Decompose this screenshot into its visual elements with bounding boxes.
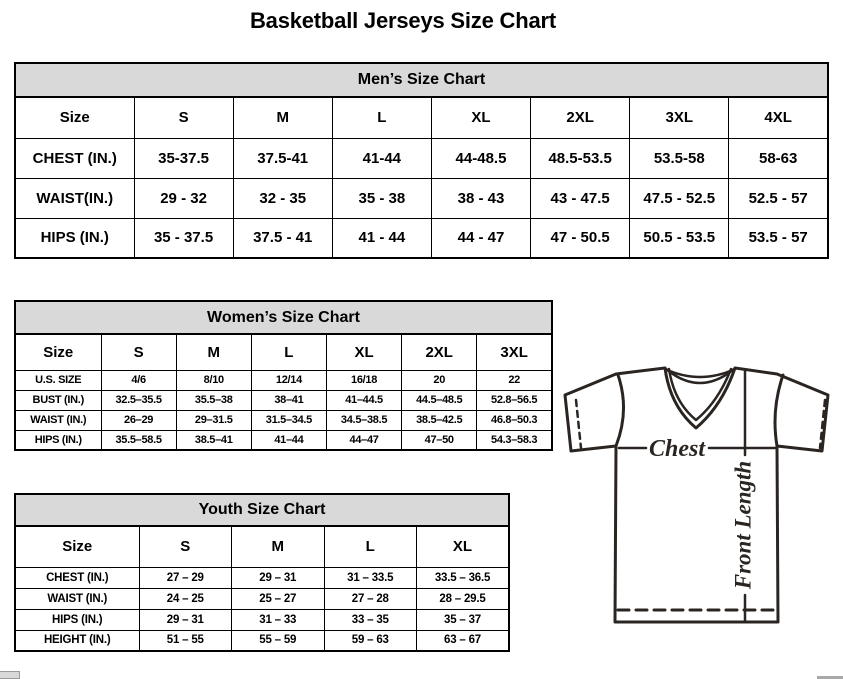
youth-size-table xyxy=(14,493,510,652)
size-value-cell: 46.8–50.3 xyxy=(477,410,552,430)
size-value-cell: 8/10 xyxy=(176,370,251,390)
size-value-cell: 35 – 37 xyxy=(417,609,510,630)
page-corner-fragment-left xyxy=(0,671,20,679)
column-header: S xyxy=(139,526,232,567)
size-value-cell: 44-48.5 xyxy=(431,138,530,178)
jersey-diagram xyxy=(558,358,843,628)
size-value-cell: 38–41 xyxy=(251,390,326,410)
size-value-cell: 33.5 – 36.5 xyxy=(417,567,510,588)
size-value-cell: 47–50 xyxy=(402,430,477,450)
size-value-cell: 12/14 xyxy=(251,370,326,390)
column-header: 3XL xyxy=(477,334,552,370)
jersey-left-sleeve-dash xyxy=(576,400,581,448)
size-value-cell: 34.5–38.5 xyxy=(326,410,401,430)
size-value-cell: 44–47 xyxy=(326,430,401,450)
table-title: Youth Size Chart xyxy=(15,494,509,526)
column-header: 3XL xyxy=(630,97,729,138)
womens-table xyxy=(14,300,553,451)
column-header: M xyxy=(232,526,325,567)
size-value-cell: 41–44.5 xyxy=(326,390,401,410)
column-header: Size xyxy=(15,97,134,138)
table-title: Men’s Size Chart xyxy=(15,63,828,97)
column-header: M xyxy=(176,334,251,370)
size-value-cell: 37.5-41 xyxy=(233,138,332,178)
size-value-cell: 58-63 xyxy=(729,138,828,178)
size-value-cell: 27 – 28 xyxy=(324,588,417,609)
row-label: WAIST(IN.) xyxy=(15,178,134,218)
chest-label: Chest xyxy=(648,436,706,462)
row-label: HEIGHT (IN.) xyxy=(15,630,139,651)
size-value-cell: 50.5 - 53.5 xyxy=(630,218,729,258)
column-header: XL xyxy=(326,334,401,370)
jersey-right-seam xyxy=(775,375,783,446)
size-value-cell: 29 – 31 xyxy=(232,567,325,588)
size-value-cell: 37.5 - 41 xyxy=(233,218,332,258)
size-value-cell: 16/18 xyxy=(326,370,401,390)
size-value-cell: 47.5 - 52.5 xyxy=(630,178,729,218)
size-value-cell: 32.5–35.5 xyxy=(101,390,176,410)
column-header: S xyxy=(134,97,233,138)
size-value-cell: 52.5 - 57 xyxy=(729,178,828,218)
row-label: HIPS (IN.) xyxy=(15,218,134,258)
size-value-cell: 35 - 38 xyxy=(332,178,431,218)
row-label: BUST (IN.) xyxy=(15,390,101,410)
size-value-cell: 4/6 xyxy=(101,370,176,390)
womens-size-table xyxy=(14,300,553,451)
size-value-cell: 29–31.5 xyxy=(176,410,251,430)
size-value-cell: 51 – 55 xyxy=(139,630,232,651)
size-value-cell: 43 - 47.5 xyxy=(531,178,630,218)
size-value-cell: 41 - 44 xyxy=(332,218,431,258)
size-value-cell: 38 - 43 xyxy=(431,178,530,218)
size-value-cell: 35.5–58.5 xyxy=(101,430,176,450)
size-value-cell: 20 xyxy=(402,370,477,390)
column-header: 4XL xyxy=(729,97,828,138)
size-value-cell: 47 - 50.5 xyxy=(531,218,630,258)
size-value-cell: 31.5–34.5 xyxy=(251,410,326,430)
size-value-cell: 28 – 29.5 xyxy=(417,588,510,609)
size-value-cell: 54.3–58.3 xyxy=(477,430,552,450)
row-label: CHEST (IN.) xyxy=(15,567,139,588)
size-value-cell: 35 - 37.5 xyxy=(134,218,233,258)
size-value-cell: 53.5 - 57 xyxy=(729,218,828,258)
column-header: L xyxy=(332,97,431,138)
table-title: Women’s Size Chart xyxy=(15,301,552,334)
row-label: CHEST (IN.) xyxy=(15,138,134,178)
size-value-cell: 41–44 xyxy=(251,430,326,450)
jersey-outline xyxy=(565,368,828,622)
size-value-cell: 41-44 xyxy=(332,138,431,178)
size-value-cell: 33 – 35 xyxy=(324,609,417,630)
size-value-cell: 22 xyxy=(477,370,552,390)
size-value-cell: 52.8–56.5 xyxy=(477,390,552,410)
size-value-cell: 44 - 47 xyxy=(431,218,530,258)
jersey-left-seam xyxy=(616,375,624,446)
column-header: Size xyxy=(15,334,101,370)
column-header: XL xyxy=(417,526,510,567)
mens-size-table xyxy=(14,62,829,259)
row-label: HIPS (IN.) xyxy=(15,609,139,630)
row-label: HIPS (IN.) xyxy=(15,430,101,450)
size-value-cell: 35-37.5 xyxy=(134,138,233,178)
size-value-cell: 31 – 33.5 xyxy=(324,567,417,588)
size-value-cell: 55 – 59 xyxy=(232,630,325,651)
column-header: 2XL xyxy=(531,97,630,138)
size-value-cell: 25 – 27 xyxy=(232,588,325,609)
youth-table xyxy=(14,493,510,652)
size-value-cell: 29 – 31 xyxy=(139,609,232,630)
row-label: WAIST (IN.) xyxy=(15,410,101,430)
column-header: L xyxy=(251,334,326,370)
size-value-cell: 31 – 33 xyxy=(232,609,325,630)
size-value-cell: 32 - 35 xyxy=(233,178,332,218)
column-header: Size xyxy=(15,526,139,567)
size-value-cell: 44.5–48.5 xyxy=(402,390,477,410)
size-value-cell: 35.5–38 xyxy=(176,390,251,410)
column-header: S xyxy=(101,334,176,370)
row-label: WAIST (IN.) xyxy=(15,588,139,609)
size-value-cell: 63 – 67 xyxy=(417,630,510,651)
size-value-cell: 53.5-58 xyxy=(630,138,729,178)
column-header: XL xyxy=(431,97,530,138)
size-value-cell: 24 – 25 xyxy=(139,588,232,609)
column-header: M xyxy=(233,97,332,138)
size-value-cell: 38.5–41 xyxy=(176,430,251,450)
size-value-cell: 27 – 29 xyxy=(139,567,232,588)
page-title: Basketball Jerseys Size Chart xyxy=(249,8,557,33)
size-value-cell: 48.5-53.5 xyxy=(531,138,630,178)
size-value-cell: 59 – 63 xyxy=(324,630,417,651)
size-value-cell: 26–29 xyxy=(101,410,176,430)
column-header: L xyxy=(324,526,417,567)
size-value-cell: 38.5–42.5 xyxy=(402,410,477,430)
mens-table xyxy=(14,62,829,259)
column-header: 2XL xyxy=(402,334,477,370)
size-value-cell: 29 - 32 xyxy=(134,178,233,218)
front-length-label: Front Length xyxy=(730,460,756,590)
row-label: U.S. SIZE xyxy=(15,370,101,390)
